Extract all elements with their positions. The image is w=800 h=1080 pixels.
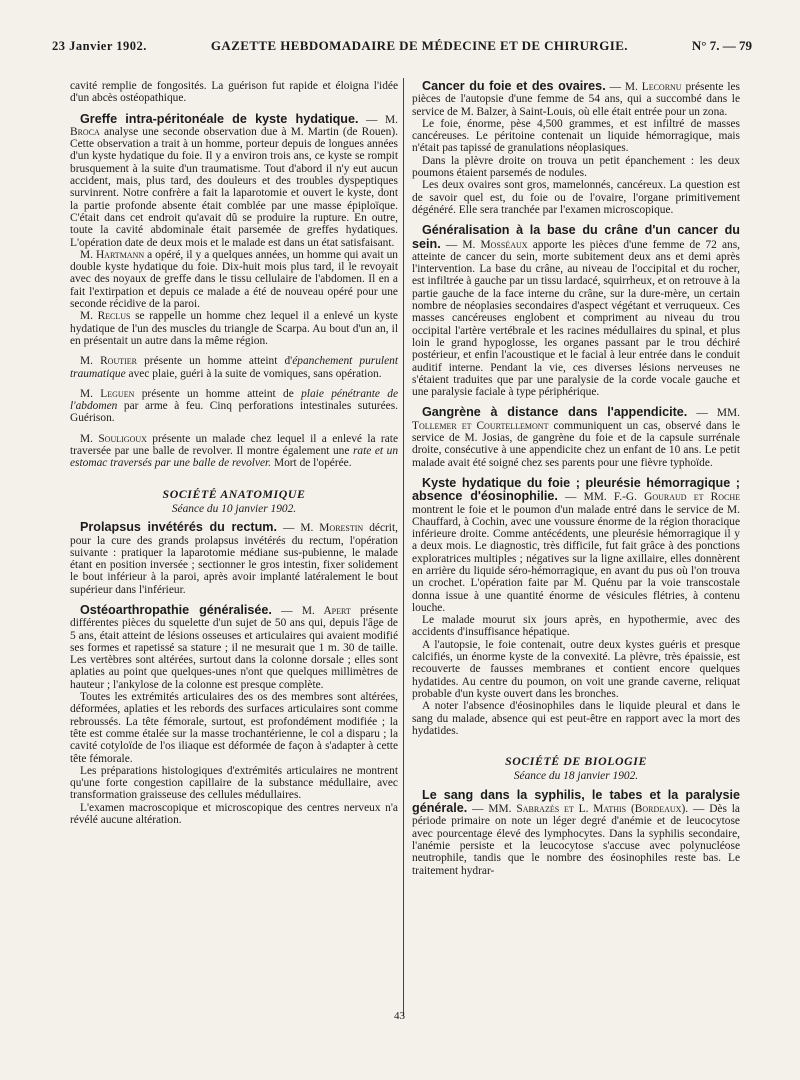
article-paragraph: Greffe intra-péritonéale de kyste hydatique. — M. Broca analyse une seconde observation due à M. Martin (de Rouen). Cette observation a trait à un homme, porteur depuis de longues années d'un kyste hydatique du foie. Il y a environ trois ans, ce kyste se rompit brusquement à la suite d'un traumatisme. Tout d'abord il n'y eut aucun accident, mais, plus tard, des douleurs et des troubles dyspeptiques survinrent. Notre confrère a fait la laparotomie et ouvert le kyste, dont la partie profonde absente était comblée par une masse épiploïque. C'était dans cet endroit qu'avait dû se produire la rupture. En outre, toute la cavité abdominale était parsemée de greffes hydatiques. L'opération date de deux mois et le malade est dans un état satisfaisant. xyxy=(70,111,398,249)
article-paragraph xyxy=(70,433,398,470)
article-paragraph: Gangrène à distance dans l'appendicite. — MM. Tollemer et Courtellemont communiquent un cas, observé dans le service de M. Josias, de gangrène du foie et de la capsule surrénale droite, consécutive à une appendicite chez un enfant de 10 ans. Le petit malade avait été soigné chez ses parents pour une fièvre typhoïde. xyxy=(412,405,740,469)
article-text: présente les pièces de l'autopsie d'une femme de 54 ans, qui a succombé dans le service de M. Balzer, à Saint-Louis, où elle était entrée pour un zona. xyxy=(412,81,740,118)
article-osteoarthropathie xyxy=(70,604,398,826)
running-header xyxy=(52,38,752,58)
article-paragraph: Dans la plèvre droite on trouva un petit épanchement : les deux poumons étaient parsemés de nodules. xyxy=(412,154,740,180)
article-paragraph: Les deux ovaires sont gros, mamelonnés, cancéreux. La question est de savoir quel est, du foie ou de l'ovaire, l'organe primitivement dégénéré. Elle sera tranchée par l'examen microscopique. xyxy=(412,179,740,216)
article-prolapsus xyxy=(70,521,398,596)
session-date: Séance du 10 janvier 1902. xyxy=(171,502,297,515)
article-paragraph: Toutes les extrémités articulaires des os des membres sont altérées, déformées, aplaties et les rebords des surfaces articulaires sont comme rebroussés. La tête fémorale, surtout, est profondément modifiée ; la tête est comme étalée sur la masse trochantérienne, le col a disparu ; la cavité cotyloïde de l'os iliaque est déformée de façon à s'adapter à cette tête fémorale. xyxy=(70,691,398,765)
article-author: MM. Tollemer et Courtellemont xyxy=(412,407,740,432)
article-author: M. Souligoux xyxy=(80,432,147,445)
article-text: apporte les pièces d'une femme de 72 ans, atteinte de cancer du sein, morte subitement deux ans et demi après l'intervention. La base du crâne, au niveau de l'occipital et du rocher, est infiltrée à gauche par un tissu lardacé, squirrheux, et on retrouve à la partie gauche de la face interne du crâne, sur la dure-mère, un certain nombre de néoplasies secondaires d'aspect végétant et verruqueux. Ces masses cancéreuses englobent et compriment au niveau du trou occipital l'artère vertébrale et les racines médullaires du spinal, et plus loin le grand hypoglosse, les organes passant par le trou déchiré postérieur, et enfin l'acoustique et le facial à leur entrée dans le conduit auditif interne. Pendant la vie, ces diverses lésions nerveuses ne s'étaient traduites que par une paralysie de la corde vocale gauche et une paralysie faciale à type périphérique. xyxy=(412,238,740,399)
article-text: présente un homme atteint de xyxy=(141,387,294,400)
article-paragraph: Généralisation à la base du crâne d'un cancer du sein. — M. Mosséaux apporte les pièces d'une femme de 72 ans, atteinte de cancer du sein, morte subitement deux ans et demi après l'intervention. La base du crâne, au niveau de l'occipital et du rocher, est infiltrée à gauche par un tissu lardacé, squirrheux, et on retrouve à la partie gauche de la face interne du crâne, sur la dure-mère, un certain nombre de néoplasies secondaires d'aspect végétant et verruqueux. Ces masses cancéreuses englobent et compriment au niveau du trou occipital l'artère vertébrale et les racines médullaires du spinal, et plus loin le grand hypoglosse, les organes passant par le trou déchiré postérieur, et enfin l'acoustique et le facial à leur entrée dans le conduit auditif interne. Pendant la vie, ces diverses lésions nerveuses ne s'étaient traduites que par une paralysie de la corde vocale gauche et une paralysie faciale à type périphérique. xyxy=(412,223,740,399)
article-author: MM. Sabrazès et L. Mathis (Bordeaux). xyxy=(488,803,689,816)
column-divider xyxy=(403,78,404,1016)
article-title: Greffe intra-péritonéale de kyste hydatique. xyxy=(80,111,359,126)
article-leguen xyxy=(70,388,398,425)
article-author: MM. F.-G. Gouraud et Roche xyxy=(583,491,740,504)
article-emphasis: rate et un estomac traversés par une balle de revolver. xyxy=(70,445,399,470)
article-paragraph xyxy=(70,249,398,310)
article-author: M. Reclus xyxy=(80,310,131,323)
article-title: Ostéoarthropathie généralisée. xyxy=(80,602,272,617)
left-column xyxy=(70,80,398,826)
article-paragraph: Ostéoarthropathie généralisée. — M. Apert présente différentes pièces du squelette d'un sujet de 50 ans qui, depuis l'âge de 5 ans, était atteint de lésions osseuses et articulaires qui avaient modifié ses formes et rapetissé sa stature ; il ne mesurait que 1 m. 30 de taille. Les vertèbres sont altérées, surtout dans la colonne dorsale ; elles sont aplaties au point que quelques-unes n'ont que quelques millimètres de hauteur ; l'ankylose de la colonne est presque complète. xyxy=(70,602,398,691)
article-paragraph: L'examen macroscopique et microscopique des centres nerveux n'a révélé aucune altération. xyxy=(70,801,398,827)
article-paragraph: Cancer du foie et des ovaires. — M. Lecornu présente les pièces de l'autopsie d'une femme de 54 ans, qui a succombé dans le service de M. Balzer, à Saint-Louis, où elle était entrée pour un zona. xyxy=(412,79,740,118)
article-text: analyse une seconde observation due à M. Martin (de Rouen). Cette observation a trait à un homme, porteur depuis de longues années d'un kyste hydatique du foie. Il y a environ trois ans, ce kyste se rompit brusquement à la suite d'un traumatisme. Tout d'abord il n'y eut aucun accident, mais, plus tard, des douleurs et des troubles dyspeptiques survinrent. Notre confrère a fait la laparotomie et ouvert le kyste, dont la partie profonde absente était comblée par une masse épiploïque. C'était dans cet endroit qu'avait dû se produire la rupture. En outre, toute la cavité abdominale était parsemée de greffes hydatiques. L'opération date de deux mois et le malade est dans un état satisfaisant. xyxy=(70,125,398,249)
article-author: M. Lecornu xyxy=(624,81,682,93)
article-author: M. Routier xyxy=(80,355,137,368)
article-souligoux xyxy=(70,433,398,470)
article-text: montrent le foie et le poumon d'un malade entré dans le service de M. Chauffard, à Cochin, avec une voussure énorme de la région thoracique inférieure droite. Comme antécédents, une pleurésie hémorragique il y a deux mois. Le diagnostic, très difficile, fut fait grâce à des ponctions exploratrices multiples ; négatives sur la ligne axillaire, elles donnèrent en arrière du liquide séro-hémorragique, en avant du pus où l'on trouva un crochet. L'opération faite par M. Quénu par la voie transcostale donna issue à une quantité énorme de vésicules flétries, à contenu louche. xyxy=(412,503,740,614)
article-cancer-foie xyxy=(412,80,740,216)
article-text: avec plaie, guéri à la suite de vomiques, sans opération. xyxy=(128,367,382,380)
article-paragraph: Le foie, énorme, pèse 4,500 grammes, et est infiltré de masses cancéreuses. Le péritoine contenait un liquide hémorragique, mais n'était pas tapissé de granulations néoplasiques. xyxy=(412,117,740,155)
section-heading-societe-biologie: SOCIÉTÉ DE BIOLOGIE xyxy=(505,754,647,769)
session-date: Séance du 18 janvier 1902. xyxy=(513,770,639,783)
article-text: se rappelle un homme chez lequel il a enlevé un kyste hydatique de l'un des muscles du triangle de Scarpa. Au bout d'un an, il en présentait un autre dans la même région. xyxy=(70,310,398,347)
article-text: décrit, pour la cure des grands prolapsus invétérés du rectum, l'opération suivante : pratiquer la laparotomie médiane sus-pubienne, le malade étant en position inversée ; sectionner le gros intestin, fixer solidement le bout inférieur à la paroi, après avoir implanté latéralement le bout supérieur dans l'inférieur. xyxy=(70,522,398,596)
article-routier xyxy=(70,355,398,380)
article-paragraph: Kyste hydatique du foie ; pleurésie hémorragique ; absence d'éosinophilie. — MM. F.-G. Gouraud et Roche montrent le foie et le poumon d'un malade entré dans le service de M. Chauffard, à Cochin, avec une voussure énorme de la région thoracique inférieure droite. Comme antécédents, une pleurésie hémorragique il y a deux mois. Le diagnostic, très difficile, fut fait grâce à des ponctions exploratrices multiples ; négatives sur la ligne axillaire, elles donnèrent en arrière du liquide séro-hémorragique, en avant du pus où l'on trouva un crochet. L'opération faite par M. Quénu par la voie transcostale donna issue à une quantité énorme de vésicules flétries, à contenu louche. xyxy=(412,475,740,614)
header-date: 23 Janvier 1902. xyxy=(52,39,147,53)
article-title: Cancer du foie et des ovaires. xyxy=(422,79,606,93)
article-gangrene xyxy=(412,406,740,468)
article-paragraph xyxy=(70,355,398,380)
article-greffe xyxy=(70,113,398,348)
article-text: Mort de l'opérée. xyxy=(273,457,352,470)
article-title: Gangrène à distance dans l'appendicite. xyxy=(422,405,688,420)
article-text: communiquent un cas, observé dans le service de M. Josias, de gangrène du foie et de la capsule surrénale droite, consécutive à une appendicite chez un enfant de 10 ans. Le petit malade avait été soigné chez ses parents pour une fièvre typhoïde. xyxy=(412,419,740,469)
article-author: M. Hartmann xyxy=(80,248,145,261)
intro-paragraph: cavité remplie de fongosités. La guérison fut rapide et éloigna l'idée d'un abcès ostéopathique. xyxy=(70,80,398,105)
article-paragraph xyxy=(70,388,398,425)
header-journal-title: GAZETTE HEBDOMADAIRE DE MÉDECINE ET DE CHIRURGIE. xyxy=(210,38,628,53)
article-kyste-hydatique xyxy=(412,477,740,737)
article-text: présente différentes pièces du squelette d'un sujet de 50 ans qui, depuis l'âge de 5 ans, était atteint de lésions osseuses et articulaires qui avaient modifié ses formes et rapetissé sa stature ; il ne mesurait que 1 m. 30 de taille. Les vertèbres sont altérées, surtout dans la colonne dorsale ; elles sont aplaties au point que quelques-unes n'ont que quelques millimètres de hauteur ; l'ankylose de la colonne est presque complète. xyxy=(70,604,398,691)
article-author: M. Broca xyxy=(70,113,398,138)
article-text: a opéré, il y a quelques années, un homme qui avait un double kyste hydatique du foie. Dix-huit mois plus tard, il le revoyait avec des noyaux de greffe dans le tissu cellulaire de l'abdomen. Il en a fait l'extirpation et depuis ce malade a été de nouveau opéré pour une seconde récidive de la paroi. xyxy=(70,248,398,311)
article-text: présente un homme atteint d' xyxy=(144,355,293,368)
article-generalisation xyxy=(412,224,740,398)
article-author: M. Morestin xyxy=(300,522,364,535)
article-title: Généralisation à la base du crâne d'un cancer du sein. xyxy=(412,223,740,251)
article-title: Prolapsus invétérés du rectum. xyxy=(80,520,277,535)
article-paragraph: Le malade mourut six jours après, en hypothermie, avec des accidents d'insuffisance hépatique. xyxy=(412,614,740,639)
article-author: M. Mosséaux xyxy=(462,238,528,251)
article-text: — Dès la période primaire on note un léger degré d'anémie et de leucocytose avec pourcentage élevé des lymphocytes. Dans la syphilis secondaire, l'anémie persiste et la leucocytose s'accuse avec polynucléose neutrophile, tandis que le nombre des éosinophiles reste bas. Le traitement hydrar- xyxy=(412,803,740,877)
page-signature: 43 xyxy=(394,1010,405,1022)
section-heading-societe-anatomique: SOCIÉTÉ ANATOMIQUE xyxy=(162,486,306,501)
article-paragraph: A noter l'absence d'éosinophiles dans le liquide pleural et dans le sang du malade, absence qui est peut-être en rapport avec la mort des hydatides. xyxy=(412,700,740,737)
right-column xyxy=(412,80,740,877)
article-text: présente un malade chez lequel il a enlevé la rate traversée par une balle de revolver. Il montre également une xyxy=(70,432,398,458)
article-paragraph: Le sang dans la syphilis, le tabes et la paralysie générale. — MM. Sabrazès et L. Mathis (Bordeaux). — Dès la période primaire on note un léger degré d'anémie et de leucocytose avec pourcentage élevé des lymphocytes. Dans la syphilis secondaire, l'anémie persiste et la leucocytose s'accuse avec polynucléose neutrophile, tandis que le nombre des éosinophiles reste bas. Le traitement hydrar- xyxy=(412,787,740,877)
article-title: Le sang dans la syphilis, le tabes et la paralysie générale. xyxy=(412,787,740,816)
article-paragraph: Les préparations histologiques d'extrémités articulaires ne montrent qu'une forte congestion capillaire de la substance médullaire, avec transformation graisseuse des cellules médullaires. xyxy=(70,764,398,802)
article-sang-syphilis xyxy=(412,789,740,877)
article-emphasis: épanchement purulent traumatique xyxy=(70,355,399,380)
article-title: Kyste hydatique du foie ; pleurésie hémorragique ; absence d'éosinophilie. xyxy=(412,475,740,504)
article-paragraph: A l'autopsie, le foie contenait, outre deux kystes guéris et presque calcifiés, un énorme kyste de la convexité. La plèvre, très épaissie, est recouverte de fausses membranes et contient encore quelques hydatides. Au centre du poumon, on voit une grande caverne, reliquat probable d'un kyste ouvert dans les bronches. xyxy=(412,638,740,700)
header-issue-page: N° 7. — 79 xyxy=(691,38,752,53)
article-paragraph: Prolapsus invétérés du rectum. — M. Morestin décrit, pour la cure des grands prolapsus invétérés du rectum, l'opération suivante : pratiquer la laparotomie médiane sus-pubienne, le malade étant en position inversée ; sectionner le gros intestin, fixer solidement le bout inférieur à la paroi, après avoir implanté latéralement le bout supérieur dans l'inférieur. xyxy=(70,520,398,596)
article-emphasis: plaie pénétrante de l'abdomen xyxy=(70,387,399,413)
article-text: par arme à feu. Cinq perforations intestinales suturées. Guérison. xyxy=(70,400,398,425)
article-author: M. Apert xyxy=(301,604,351,617)
article-author: M. Leguen xyxy=(80,387,135,400)
article-paragraph xyxy=(70,310,398,347)
